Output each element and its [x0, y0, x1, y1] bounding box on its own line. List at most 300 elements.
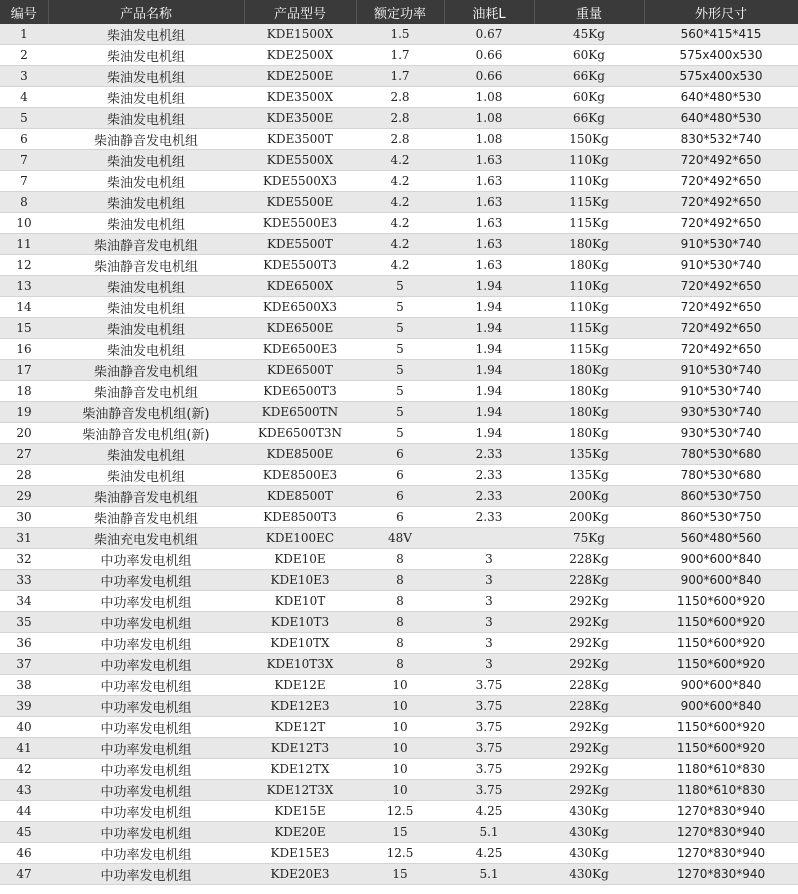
cell-fuel-consumption: 3 [444, 549, 534, 570]
cell-number: 30 [0, 507, 48, 528]
cell-dimensions: 1150*600*920 [644, 654, 798, 675]
cell-number: 13 [0, 276, 48, 297]
cell-model: KDE6500E [244, 318, 356, 339]
cell-rated-power: 4.2 [356, 150, 444, 171]
cell-number: 27 [0, 444, 48, 465]
cell-weight: 115Kg [534, 339, 644, 360]
cell-dimensions: 910*530*740 [644, 255, 798, 276]
cell-fuel-consumption: 1.94 [444, 402, 534, 423]
table-row [0, 318, 798, 339]
cell-weight: 115Kg [534, 213, 644, 234]
table-row [0, 339, 798, 360]
cell-weight: 110Kg [534, 276, 644, 297]
cell-rated-power: 10 [356, 780, 444, 801]
table-row [0, 24, 798, 45]
cell-dimensions: 720*492*650 [644, 297, 798, 318]
cell-dimensions: 910*530*740 [644, 381, 798, 402]
cell-number: 47 [0, 864, 48, 885]
cell-weight: 135Kg [534, 444, 644, 465]
cell-number: 38 [0, 675, 48, 696]
cell-dimensions: 1270*830*940 [644, 801, 798, 822]
table-row [0, 675, 798, 696]
cell-number: 1 [0, 24, 48, 45]
cell-product-name: 柴油静音发电机组 [48, 129, 244, 150]
cell-model: KDE100EC [244, 528, 356, 549]
cell-rated-power: 10 [356, 696, 444, 717]
cell-dimensions: 720*492*650 [644, 339, 798, 360]
cell-product-name: 中功率发电机组 [48, 612, 244, 633]
cell-rated-power: 48V [356, 528, 444, 549]
cell-fuel-consumption: 3 [444, 570, 534, 591]
cell-dimensions: 900*600*840 [644, 549, 798, 570]
table-row [0, 486, 798, 507]
table-row [0, 171, 798, 192]
cell-dimensions: 640*480*530 [644, 87, 798, 108]
cell-weight: 110Kg [534, 297, 644, 318]
cell-model: KDE10TX [244, 633, 356, 654]
table-row [0, 87, 798, 108]
table-row [0, 570, 798, 591]
cell-rated-power: 5 [356, 339, 444, 360]
cell-number: 45 [0, 822, 48, 843]
cell-rated-power: 8 [356, 633, 444, 654]
cell-dimensions: 1180*610*830 [644, 759, 798, 780]
cell-rated-power: 5 [356, 276, 444, 297]
cell-model: KDE3500E [244, 108, 356, 129]
cell-fuel-consumption: 3.75 [444, 717, 534, 738]
cell-rated-power: 5 [356, 423, 444, 444]
cell-dimensions: 1150*600*920 [644, 612, 798, 633]
cell-number: 15 [0, 318, 48, 339]
table-row [0, 297, 798, 318]
cell-number: 32 [0, 549, 48, 570]
cell-rated-power: 6 [356, 444, 444, 465]
cell-dimensions: 720*492*650 [644, 276, 798, 297]
cell-fuel-consumption: 4.25 [444, 843, 534, 864]
cell-rated-power: 6 [356, 507, 444, 528]
cell-dimensions: 1150*600*920 [644, 738, 798, 759]
cell-product-name: 柴油发电机组 [48, 213, 244, 234]
cell-dimensions: 900*600*840 [644, 696, 798, 717]
cell-product-name: 中功率发电机组 [48, 570, 244, 591]
cell-rated-power: 10 [356, 738, 444, 759]
cell-product-name: 柴油静音发电机组(新) [48, 423, 244, 444]
cell-rated-power: 8 [356, 570, 444, 591]
cell-fuel-consumption: 0.66 [444, 66, 534, 87]
cell-dimensions: 720*492*650 [644, 192, 798, 213]
cell-fuel-consumption: 5.1 [444, 822, 534, 843]
cell-rated-power: 12.5 [356, 843, 444, 864]
table-row [0, 255, 798, 276]
cell-product-name: 柴油发电机组 [48, 24, 244, 45]
table-row [0, 381, 798, 402]
cell-fuel-consumption: 1.94 [444, 360, 534, 381]
table-row [0, 822, 798, 843]
cell-fuel-consumption: 2.33 [444, 465, 534, 486]
cell-weight: 292Kg [534, 633, 644, 654]
cell-fuel-consumption: 3 [444, 612, 534, 633]
cell-number: 12 [0, 255, 48, 276]
cell-weight: 292Kg [534, 717, 644, 738]
cell-rated-power: 4.2 [356, 192, 444, 213]
cell-rated-power: 1.5 [356, 24, 444, 45]
cell-product-name: 柴油静音发电机组 [48, 507, 244, 528]
table-row [0, 108, 798, 129]
cell-model: KDE6500E3 [244, 339, 356, 360]
cell-fuel-consumption: 2.33 [444, 486, 534, 507]
cell-rated-power: 4.2 [356, 255, 444, 276]
cell-fuel-consumption: 3 [444, 633, 534, 654]
cell-fuel-consumption: 3.75 [444, 675, 534, 696]
cell-product-name: 中功率发电机组 [48, 801, 244, 822]
cell-model: KDE6500T3 [244, 381, 356, 402]
cell-rated-power: 12.5 [356, 801, 444, 822]
table-row [0, 780, 798, 801]
header-model: 产品型号 [244, 0, 356, 24]
table-row [0, 738, 798, 759]
cell-fuel-consumption: 3.75 [444, 759, 534, 780]
cell-weight: 66Kg [534, 108, 644, 129]
cell-number: 19 [0, 402, 48, 423]
cell-model: KDE3500X [244, 87, 356, 108]
cell-weight: 45Kg [534, 24, 644, 45]
cell-dimensions: 860*530*750 [644, 507, 798, 528]
cell-weight: 135Kg [534, 465, 644, 486]
cell-model: KDE15E3 [244, 843, 356, 864]
cell-fuel-consumption: 1.94 [444, 423, 534, 444]
cell-dimensions: 910*530*740 [644, 360, 798, 381]
cell-fuel-consumption: 0.67 [444, 24, 534, 45]
cell-number: 3 [0, 66, 48, 87]
table-row [0, 864, 798, 885]
cell-model: KDE2500E [244, 66, 356, 87]
table-row [0, 66, 798, 87]
cell-fuel-consumption: 1.63 [444, 171, 534, 192]
cell-model: KDE12E [244, 675, 356, 696]
cell-dimensions: 575x400x530 [644, 45, 798, 66]
cell-fuel-consumption: 1.94 [444, 318, 534, 339]
cell-weight: 150Kg [534, 129, 644, 150]
cell-number: 7 [0, 171, 48, 192]
cell-weight: 292Kg [534, 654, 644, 675]
header-row [0, 0, 798, 24]
cell-weight: 430Kg [534, 801, 644, 822]
cell-rated-power: 2.8 [356, 87, 444, 108]
cell-rated-power: 6 [356, 465, 444, 486]
cell-fuel-consumption: 1.63 [444, 192, 534, 213]
cell-number: 2 [0, 45, 48, 66]
cell-number: 4 [0, 87, 48, 108]
cell-fuel-consumption: 3.75 [444, 696, 534, 717]
cell-fuel-consumption: 1.94 [444, 297, 534, 318]
cell-fuel-consumption: 1.08 [444, 129, 534, 150]
cell-model: KDE5500E [244, 192, 356, 213]
cell-model: KDE6500T [244, 360, 356, 381]
cell-model: KDE5500T3 [244, 255, 356, 276]
cell-model: KDE5500X3 [244, 171, 356, 192]
cell-model: KDE6500X3 [244, 297, 356, 318]
cell-fuel-consumption: 2.33 [444, 507, 534, 528]
cell-model: KDE20E [244, 822, 356, 843]
table-row [0, 717, 798, 738]
cell-model: KDE5500E3 [244, 213, 356, 234]
cell-weight: 180Kg [534, 255, 644, 276]
cell-model: KDE10T3 [244, 612, 356, 633]
cell-model: KDE12TX [244, 759, 356, 780]
cell-weight: 115Kg [534, 318, 644, 339]
cell-product-name: 中功率发电机组 [48, 843, 244, 864]
cell-weight: 110Kg [534, 150, 644, 171]
cell-fuel-consumption: 1.63 [444, 234, 534, 255]
cell-dimensions: 1270*830*940 [644, 822, 798, 843]
cell-dimensions: 1150*600*920 [644, 591, 798, 612]
cell-model: KDE8500E [244, 444, 356, 465]
cell-number: 16 [0, 339, 48, 360]
cell-dimensions: 560*480*560 [644, 528, 798, 549]
cell-model: KDE6500T3N [244, 423, 356, 444]
cell-rated-power: 6 [356, 486, 444, 507]
cell-model: KDE15E [244, 801, 356, 822]
cell-number: 20 [0, 423, 48, 444]
header-weight: 重量 [534, 0, 644, 24]
cell-dimensions: 1270*830*940 [644, 864, 798, 885]
cell-product-name: 中功率发电机组 [48, 549, 244, 570]
header-product-name: 产品名称 [48, 0, 244, 24]
table-row [0, 633, 798, 654]
cell-model: KDE12T3 [244, 738, 356, 759]
cell-product-name: 中功率发电机组 [48, 759, 244, 780]
cell-fuel-consumption: 1.94 [444, 276, 534, 297]
cell-weight: 430Kg [534, 864, 644, 885]
cell-rated-power: 10 [356, 675, 444, 696]
cell-rated-power: 15 [356, 822, 444, 843]
cell-model: KDE10E3 [244, 570, 356, 591]
cell-dimensions: 780*530*680 [644, 465, 798, 486]
cell-number: 7 [0, 150, 48, 171]
cell-number: 46 [0, 843, 48, 864]
cell-dimensions: 720*492*650 [644, 171, 798, 192]
cell-model: KDE8500T [244, 486, 356, 507]
cell-rated-power: 4.2 [356, 234, 444, 255]
cell-dimensions: 1150*600*920 [644, 717, 798, 738]
cell-weight: 292Kg [534, 780, 644, 801]
cell-rated-power: 10 [356, 759, 444, 780]
cell-number: 8 [0, 192, 48, 213]
table-row [0, 696, 798, 717]
cell-weight: 180Kg [534, 423, 644, 444]
cell-weight: 180Kg [534, 381, 644, 402]
cell-number: 34 [0, 591, 48, 612]
cell-model: KDE8500E3 [244, 465, 356, 486]
cell-dimensions: 640*480*530 [644, 108, 798, 129]
cell-product-name: 柴油发电机组 [48, 444, 244, 465]
header-fuel-consumption: 油耗L [444, 0, 534, 24]
table-row [0, 591, 798, 612]
cell-product-name: 中功率发电机组 [48, 591, 244, 612]
cell-number: 6 [0, 129, 48, 150]
cell-weight: 110Kg [534, 171, 644, 192]
cell-number: 40 [0, 717, 48, 738]
cell-fuel-consumption: 5.1 [444, 864, 534, 885]
header-dimensions: 外形尺寸 [644, 0, 798, 24]
cell-weight: 60Kg [534, 87, 644, 108]
cell-weight: 292Kg [534, 612, 644, 633]
cell-rated-power: 2.8 [356, 108, 444, 129]
cell-rated-power: 1.7 [356, 45, 444, 66]
cell-product-name: 柴油发电机组 [48, 339, 244, 360]
table-row [0, 402, 798, 423]
cell-model: KDE5500X [244, 150, 356, 171]
cell-weight: 292Kg [534, 738, 644, 759]
cell-weight: 115Kg [534, 192, 644, 213]
cell-model: KDE10T [244, 591, 356, 612]
cell-dimensions: 720*492*650 [644, 318, 798, 339]
cell-number: 14 [0, 297, 48, 318]
cell-product-name: 柴油静音发电机组 [48, 360, 244, 381]
cell-fuel-consumption: 3 [444, 591, 534, 612]
cell-model: KDE12T [244, 717, 356, 738]
cell-model: KDE5500T [244, 234, 356, 255]
cell-product-name: 中功率发电机组 [48, 822, 244, 843]
table-row [0, 444, 798, 465]
cell-product-name: 柴油充电发电机组 [48, 528, 244, 549]
table-row [0, 192, 798, 213]
cell-number: 31 [0, 528, 48, 549]
cell-weight: 200Kg [534, 507, 644, 528]
cell-fuel-consumption: 1.63 [444, 150, 534, 171]
cell-number: 41 [0, 738, 48, 759]
cell-number: 5 [0, 108, 48, 129]
table-row [0, 423, 798, 444]
cell-product-name: 柴油静音发电机组 [48, 234, 244, 255]
cell-weight: 292Kg [534, 591, 644, 612]
cell-weight: 180Kg [534, 402, 644, 423]
cell-product-name: 柴油静音发电机组 [48, 255, 244, 276]
cell-model: KDE20E3 [244, 864, 356, 885]
cell-rated-power: 8 [356, 654, 444, 675]
cell-product-name: 柴油发电机组 [48, 318, 244, 339]
cell-weight: 228Kg [534, 696, 644, 717]
cell-fuel-consumption: 2.33 [444, 444, 534, 465]
cell-number: 11 [0, 234, 48, 255]
cell-model: KDE1500X [244, 24, 356, 45]
table-row [0, 129, 798, 150]
table-row [0, 843, 798, 864]
cell-weight: 75Kg [534, 528, 644, 549]
cell-weight: 228Kg [534, 549, 644, 570]
cell-product-name: 柴油发电机组 [48, 66, 244, 87]
cell-model: KDE10T3X [244, 654, 356, 675]
cell-product-name: 柴油静音发电机组(新) [48, 402, 244, 423]
cell-weight: 228Kg [534, 570, 644, 591]
cell-weight: 200Kg [534, 486, 644, 507]
cell-number: 42 [0, 759, 48, 780]
cell-rated-power: 5 [356, 318, 444, 339]
cell-weight: 180Kg [534, 360, 644, 381]
table-row [0, 612, 798, 633]
cell-model: KDE3500T [244, 129, 356, 150]
cell-number: 44 [0, 801, 48, 822]
cell-fuel-consumption: 1.94 [444, 339, 534, 360]
cell-product-name: 柴油发电机组 [48, 192, 244, 213]
cell-fuel-consumption: 3.75 [444, 738, 534, 759]
cell-dimensions: 720*492*650 [644, 150, 798, 171]
cell-rated-power: 4.2 [356, 171, 444, 192]
cell-fuel-consumption: 1.63 [444, 213, 534, 234]
table-row [0, 507, 798, 528]
cell-rated-power: 15 [356, 864, 444, 885]
cell-product-name: 柴油发电机组 [48, 45, 244, 66]
cell-dimensions: 1180*610*830 [644, 780, 798, 801]
cell-model: KDE12E3 [244, 696, 356, 717]
header-rated-power: 额定功率 [356, 0, 444, 24]
cell-number: 10 [0, 213, 48, 234]
cell-product-name: 柴油发电机组 [48, 276, 244, 297]
cell-fuel-consumption: 1.08 [444, 87, 534, 108]
cell-rated-power: 8 [356, 612, 444, 633]
cell-product-name: 中功率发电机组 [48, 675, 244, 696]
table-row [0, 528, 798, 549]
table-row [0, 654, 798, 675]
cell-fuel-consumption: 3.75 [444, 780, 534, 801]
cell-dimensions: 860*530*750 [644, 486, 798, 507]
cell-product-name: 柴油发电机组 [48, 87, 244, 108]
cell-weight: 66Kg [534, 66, 644, 87]
table-row [0, 801, 798, 822]
cell-product-name: 柴油静音发电机组 [48, 381, 244, 402]
cell-rated-power: 1.7 [356, 66, 444, 87]
cell-rated-power: 5 [356, 360, 444, 381]
cell-dimensions: 560*415*415 [644, 24, 798, 45]
cell-dimensions: 900*600*840 [644, 570, 798, 591]
cell-model: KDE6500X [244, 276, 356, 297]
cell-number: 18 [0, 381, 48, 402]
cell-fuel-consumption: 1.08 [444, 108, 534, 129]
cell-product-name: 中功率发电机组 [48, 780, 244, 801]
cell-product-name: 中功率发电机组 [48, 696, 244, 717]
cell-model: KDE2500X [244, 45, 356, 66]
cell-dimensions: 930*530*740 [644, 423, 798, 444]
cell-model: KDE8500T3 [244, 507, 356, 528]
cell-dimensions: 1270*830*940 [644, 843, 798, 864]
cell-rated-power: 4.2 [356, 213, 444, 234]
table-row [0, 759, 798, 780]
cell-dimensions: 780*530*680 [644, 444, 798, 465]
cell-fuel-consumption [444, 528, 534, 549]
cell-rated-power: 5 [356, 381, 444, 402]
cell-fuel-consumption: 4.25 [444, 801, 534, 822]
cell-number: 37 [0, 654, 48, 675]
table-row [0, 234, 798, 255]
cell-number: 33 [0, 570, 48, 591]
cell-product-name: 中功率发电机组 [48, 654, 244, 675]
table-row [0, 465, 798, 486]
cell-dimensions: 1150*600*920 [644, 633, 798, 654]
cell-model: KDE10E [244, 549, 356, 570]
cell-weight: 430Kg [534, 843, 644, 864]
cell-model: KDE6500TN [244, 402, 356, 423]
cell-dimensions: 910*530*740 [644, 234, 798, 255]
cell-dimensions: 900*600*840 [644, 675, 798, 696]
cell-rated-power: 10 [356, 717, 444, 738]
cell-fuel-consumption: 0.66 [444, 45, 534, 66]
cell-number: 17 [0, 360, 48, 381]
cell-product-name: 中功率发电机组 [48, 738, 244, 759]
cell-number: 39 [0, 696, 48, 717]
table-row [0, 276, 798, 297]
cell-rated-power: 8 [356, 549, 444, 570]
cell-dimensions: 930*530*740 [644, 402, 798, 423]
